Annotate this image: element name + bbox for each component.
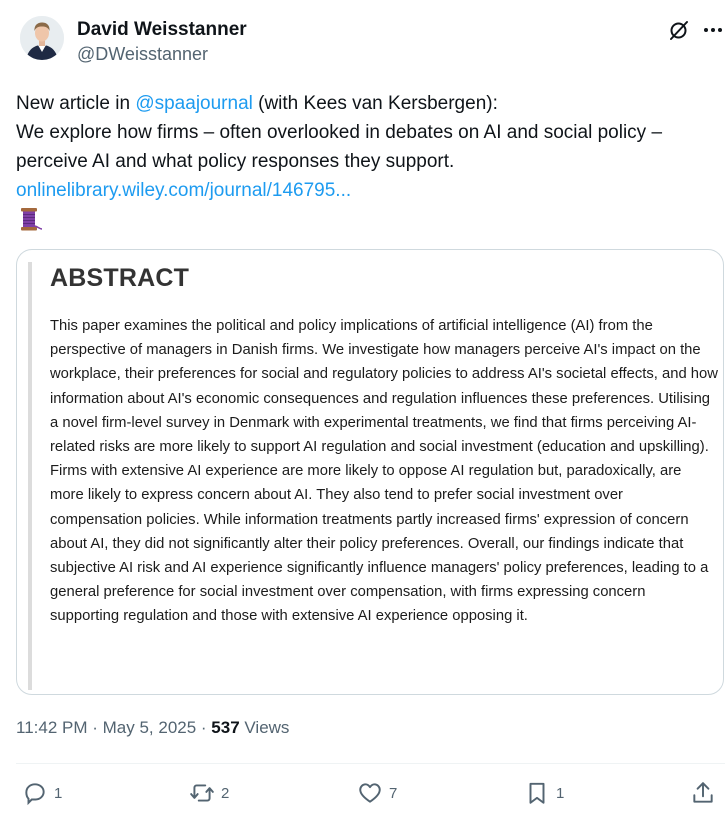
article-link[interactable]: onlinelibrary.wiley.com/journal/146795... bbox=[16, 180, 352, 201]
abstract-body: This paper examines the political and policy implications of artificial intelligence (AI) from the perspective of managers in Danish firms. We investigate how managers perceive AI's impact on the workplace, their preferences for social and regulatory policies to address AI's societal effects, and how information about AI's economic consequences and regulation influences these preferences. Utilising a novel firm-level survey in Denmark with experimental treatments, we find that firms perceiving AI-related risks are more likely to support AI regulation and social investment (education and upskilling). Firms with extensive AI experience are more likely to oppose AI regulation but, paradoxically, are more likely to express concern about AI. They also tend to prefer social investment over compensation policies. While information treatments partly increased firms' expression of concern about AI, they did not significantly alter their policy preferences. Overall, our findings indicate that subjective AI risk and AI experience significantly influence managers' policy preferences, leading to a general preference for social investment over compensation, with firms expressing concern supporting regulation and those with extensive AI experience opposing it. bbox=[50, 318, 718, 625]
bookmark-button[interactable] bbox=[524, 780, 564, 806]
more-options-icon[interactable] bbox=[701, 18, 725, 42]
repost-icon bbox=[189, 780, 215, 806]
reply-icon bbox=[22, 780, 48, 806]
thread-spool-icon bbox=[16, 206, 44, 234]
tweet-line-1-post: (with Kees van Kersbergen): bbox=[252, 93, 498, 114]
meta-separator: · bbox=[87, 718, 103, 737]
action-bar bbox=[0, 780, 725, 810]
repost-button[interactable] bbox=[189, 780, 229, 806]
views-label: Views bbox=[239, 718, 290, 737]
image-card[interactable] bbox=[16, 249, 724, 695]
abstract-bar bbox=[28, 262, 32, 690]
share-button[interactable] bbox=[690, 780, 716, 806]
meta-separator: · bbox=[196, 718, 212, 737]
bookmark-count: 1 bbox=[556, 784, 565, 802]
like-count: 7 bbox=[389, 784, 398, 802]
heart-icon bbox=[357, 780, 383, 806]
tweet-time[interactable]: 11:42 PM bbox=[16, 718, 88, 737]
share-icon bbox=[690, 780, 716, 806]
reply-button[interactable] bbox=[22, 780, 62, 806]
tweet-text bbox=[16, 89, 721, 205]
author-display-name[interactable]: David Weisstanner bbox=[77, 19, 247, 40]
mention-link[interactable]: @spaajournal bbox=[135, 93, 253, 114]
reply-count: 1 bbox=[54, 784, 63, 802]
grok-icon[interactable] bbox=[667, 18, 691, 42]
repost-count: 2 bbox=[221, 784, 230, 802]
divider bbox=[16, 763, 725, 764]
tweet-body: We explore how firms – often overlooked in debates on AI and social policy – perceive AI and what policy responses they support. bbox=[16, 122, 663, 172]
views-count: 537 bbox=[211, 718, 240, 737]
tweet-line-1-pre: New article in bbox=[16, 93, 136, 114]
avatar[interactable] bbox=[20, 16, 64, 60]
abstract-title: ABSTRACT bbox=[50, 264, 190, 292]
author-handle[interactable]: @DWeisstanner bbox=[77, 44, 208, 64]
tweet-header bbox=[20, 16, 725, 68]
like-button[interactable] bbox=[357, 780, 397, 806]
tweet-meta bbox=[16, 718, 289, 738]
tweet-date[interactable]: May 5, 2025 bbox=[102, 718, 197, 737]
bookmark-icon bbox=[524, 780, 550, 806]
tweet-line-1 bbox=[16, 89, 721, 118]
